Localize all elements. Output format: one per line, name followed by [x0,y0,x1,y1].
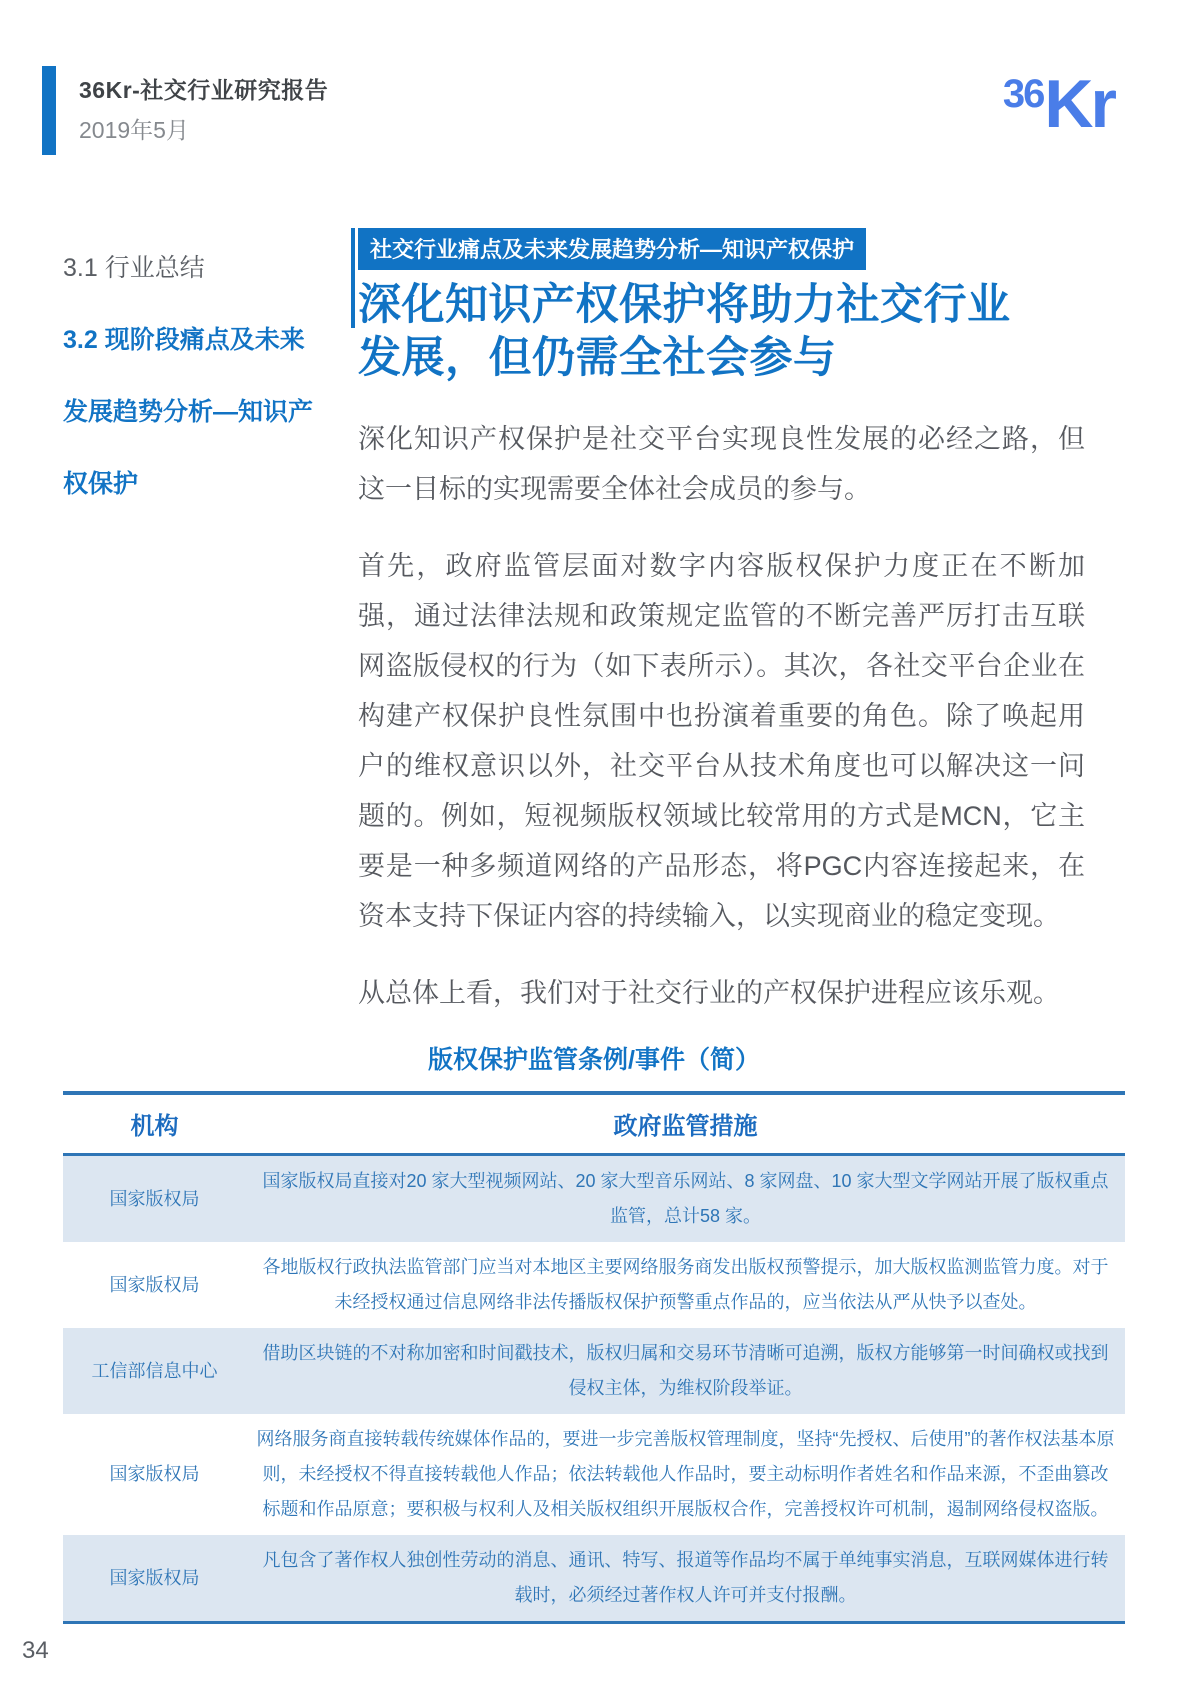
org-cell: 工信部信息中心 [91,1360,218,1381]
regulation-table [63,1091,1125,1624]
table-row [63,1328,1125,1414]
table-row [63,1414,1125,1535]
body-paragraph-2: 首先，政府监管层面对数字内容版权保护力度正在不断加强，通过法律法规和政策规定监管的不断完善严厉打击互联网盗版侵权的行为（如下表所示）。其次，各社交平台企业在构建产权保护良性氛围中也扮演着重要的角色。除了唤起用户的维权意识以外，社交平台从技术角度也可以解决这一问题的。例如，短视频版权领域比较常用的方式是MCN，它主要是一种多频道网络的产品形态，将PGC内容连接起来，在资本支持下保证内容的持续输入，以实现商业的稳定变现。 [358,551,1085,931]
measure-cell: 各地版权行政执法监管部门应当对本地区主要网络服务商发出版权预警提示，加大版权监测监管力度。对于未经授权通过信息网络非法传播版权保护预警重点作品的，应当依法从严从快予以查处。 [262,1257,1109,1312]
report-date: 2019年5月 [79,117,189,143]
main-content [358,228,1085,1018]
toc-item-3-2-line-1: 3.2 现阶段痛点及未来 [63,326,305,354]
table-header-row [63,1093,1125,1155]
measure-cell: 凡包含了著作权人独创性劳动的消息、通讯、特写、报道等作品均不属于单纯事实消息，互联网媒体进行转载时，必须经过著作权人许可并支付报酬。 [262,1550,1109,1605]
body-paragraph-3: 从总体上看，我们对于社交行业的产权保护进程应该乐观。 [358,978,1060,1008]
toc-item-3-2-line-2: 发展趋势分析—知识产 [63,398,314,426]
org-cell: 国家版权局 [109,1567,200,1588]
toc-item-3-1: 3.1 行业总结 [63,254,205,282]
column-header-org: 机构 [63,1093,246,1155]
logo-36-text: 36 [1002,72,1044,116]
measure-cell: 借助区块链的不对称加密和时间戳技术，版权归属和交易环节清晰可追溯，版权方能够第一时间确权或找到侵权主体，为维权阶段举证。 [262,1343,1109,1398]
section-heading-line-1: 深化知识产权保护将助力社交行业 [358,281,1011,329]
measure-cell: 网络服务商直接转载传统媒体作品的，要进一步完善版权管理制度，坚持“先授权、后使用”的著作权法基本原则，未经授权不得直接转载他人作品；依法转载他人作品时，要主动标明作者姓名和作品来源，不歪曲篡改标题和作品原意；要积极与权利人及相关版权组织开展版权合作，完善授权许可机制，遏制网络侵权盗版。 [256,1429,1115,1519]
logo-kr-text: Kr [1044,66,1114,142]
36kr-logo [1002,66,1114,142]
page-number: 34 [22,1637,49,1664]
table-row [63,1242,1125,1328]
table-row [63,1155,1125,1243]
table-title: 版权保护监管条例/事件（简） [428,1046,760,1074]
org-cell: 国家版权局 [109,1274,200,1295]
org-cell: 国家版权局 [109,1188,200,1209]
table-row [63,1535,1125,1623]
body-paragraph-1: 深化知识产权保护是社交平台实现良性发展的必经之路，但这一目标的实现需要全体社会成员的参与。 [358,424,1085,504]
column-header-measure: 政府监管措施 [246,1093,1125,1155]
report-title: 36Kr-社交行业研究报告 [79,77,329,103]
section-heading [358,279,1085,385]
regulation-table-section [63,1040,1125,1624]
toc-item-3-2 [63,320,331,500]
org-cell: 国家版权局 [109,1464,200,1484]
section-banner: 社交行业痛点及未来发展趋势分析—知识产权保护 [358,228,866,270]
sidebar-toc [63,248,331,536]
section-heading-line-2: 发展，但仍需全社会参与 [358,334,837,382]
measure-cell: 国家版权局直接对20 家大型视频网站、20 家大型音乐网站、8 家网盘、10 家大型文学网站开展了版权重点监管，总计58 家。 [262,1171,1109,1226]
header-accent-bar [42,66,56,155]
heading-left-rule [351,228,355,328]
toc-item-3-2-line-3: 权保护 [63,470,139,498]
